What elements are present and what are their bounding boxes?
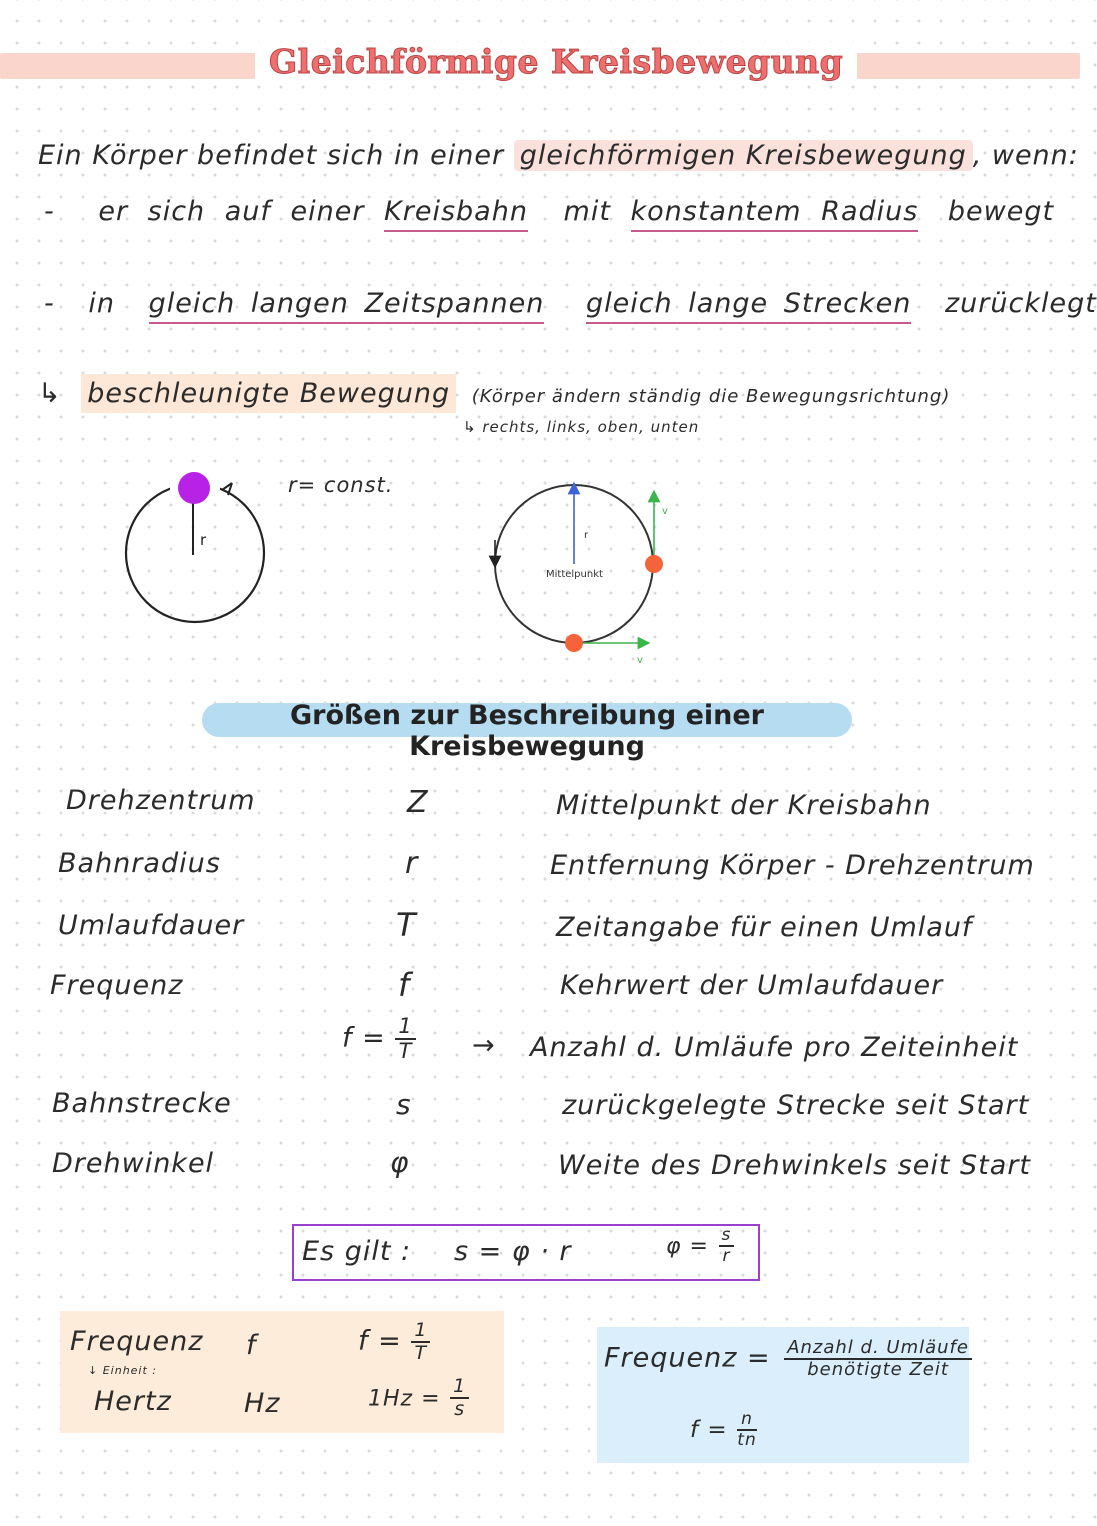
zeitspannen-term: gleich langen Zeitspannen [149,288,545,324]
conclusion-highlight: beschleunigte Bewegung [81,374,456,413]
quantity-symbol: s [396,1088,412,1121]
frequency-text: Anzahl d. Umläufe pro Zeiteinheit [530,1032,1019,1063]
radius-term: Radius [821,196,918,232]
circle-velocity-diagram [480,480,690,670]
hz-formula [368,1376,469,1420]
mit-word: mit [563,196,611,227]
definition-formula [604,1338,972,1380]
quantity-description: Weite des Drehwinkels seit Start [558,1150,1032,1181]
frequency-arrow-icon: → [472,1030,496,1061]
quantity-symbol: Z [407,785,429,820]
relation-fraction [719,1226,735,1265]
strecken-term: gleich lange Strecken [586,288,911,324]
quantity-name: Drehzentrum [66,785,256,816]
bewegt-word: bewegt [947,196,1055,227]
relation-den: r [722,1245,731,1266]
body-ball-right [645,555,663,573]
definition-lhs-2: f = [690,1417,728,1444]
intro-sentence-end: , wenn: [972,140,1079,171]
circle-sketch-diagram [110,465,290,635]
body-ball [178,472,210,504]
quantity-symbol: r [405,846,419,881]
quantity-description: Kehrwert der Umlaufdauer [560,970,944,1001]
quantity-name: Umlaufdauer [58,910,245,941]
definition-den: benötigte Zeit [807,1358,949,1380]
left-radius-label: r [200,531,207,549]
hz-num: 1 [450,1376,469,1399]
quantity-description: Mittelpunkt der Kreisbahn [556,790,932,821]
relation-lhs-2: φ = [666,1234,709,1260]
quantity-name: Bahnstrecke [52,1088,232,1119]
quantity-name: Bahnradius [58,848,221,879]
frequency-formula [342,1015,416,1063]
bullet-2-dash: - [44,288,55,319]
r-const-label: r= const. [288,473,394,497]
quantity-description: Zeitangabe für einen Umlauf [556,912,973,943]
unit-note: ↓ Einheit : [88,1364,158,1377]
v-label-top: v [662,506,668,517]
circle-path [126,484,264,622]
hz-den: s [454,1397,466,1420]
page-title: Gleichförmige Kreisbewegung [255,42,857,81]
definition-fraction-2 [737,1410,756,1449]
frequency-lhs: f = [342,1022,386,1054]
quantity-symbol: T [396,906,417,944]
quantity-description: zurückgelegte Strecke seit Start [562,1090,1030,1121]
definition-fraction [784,1338,972,1380]
quantity-symbol: f [398,966,411,1004]
zuruecklegt-word: zurücklegt [944,288,1097,319]
definition-lhs: Frequenz = [604,1342,771,1374]
quantity-symbol: φ [390,1146,410,1179]
bullet-1-dash: - [44,196,55,227]
v-label-bottom: v [637,655,643,666]
relation-formula-2 [666,1226,734,1265]
frequency-num: 1 [395,1015,415,1040]
bullet-1 [44,196,1054,227]
bullet-2-in: in [88,288,115,319]
unit-formula-lhs: f = [358,1325,402,1357]
relation-num: s [719,1226,735,1247]
unit-formula [358,1320,430,1364]
hz-lhs: 1Hz = [368,1386,441,1412]
definition-formula-2 [690,1410,757,1449]
unit-box-symbol: f [246,1330,257,1361]
konstantem-term: konstantem [631,196,802,232]
bullet-1-text: er sich auf einer [98,196,365,227]
unit-formula-fraction [411,1320,430,1364]
section-subtitle: Größen zur Beschreibung einer Kreisbewegung [289,700,765,762]
frequency-fraction [395,1015,415,1063]
relation-prefix: Es gilt : [302,1236,412,1267]
unit-formula-num: 1 [411,1320,430,1343]
unit-symbol: Hz [244,1388,281,1419]
bullet-2 [44,288,1097,319]
quantity-name: Drehwinkel [52,1148,215,1179]
right-radius-label: r [584,530,589,541]
quantity-description: Entfernung Körper - Drehzentrum [550,850,1035,881]
relation-formula-1: s = φ · r [454,1236,572,1267]
intro-line [38,140,1079,171]
hz-fraction [450,1376,469,1420]
unit-formula-den: T [414,1341,428,1364]
conclusion-subnote: ↳ rechts, links, oben, unten [463,418,700,436]
conclusion-line [38,378,950,409]
unit-name: Hertz [94,1386,172,1417]
intro-sentence-start: Ein Körper befindet sich in einer [38,140,505,171]
definition-num-2: n [737,1410,756,1431]
unit-box-name: Frequenz [70,1326,204,1357]
conclusion-arrow-icon: ↳ [38,378,62,409]
quantity-name: Frequenz [50,970,184,1001]
conclusion-note: (Körper ändern ständig die Bewegungsrichtung) [471,386,951,407]
definition-num: Anzahl d. Umläufe [784,1338,972,1360]
intro-highlight: gleichförmigen Kreisbewegung [514,140,973,171]
frequency-den: T [398,1039,413,1064]
kreisbahn-term: Kreisbahn [384,196,528,232]
definition-den-2: tn [737,1429,757,1450]
body-ball-bottom [565,634,583,652]
center-label: Mittelpunkt [546,569,603,580]
